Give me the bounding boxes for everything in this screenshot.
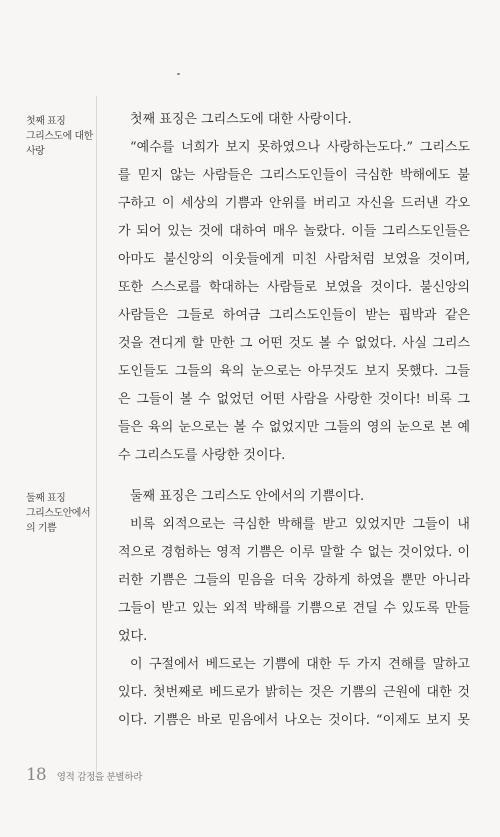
body-line: 이다. 기쁨은 바로 믿음에서 나오는 것이다. “이제도 보지 못 xyxy=(118,713,470,728)
body-line: 둘째 표징은 그리스도 안에서의 기쁨이다. xyxy=(130,489,365,504)
margin-rule xyxy=(96,96,97,776)
body-line: 러한 기쁨은 그들의 믿음을 더욱 강하게 하였을 뿐만 아니라 xyxy=(118,573,470,588)
page-footer xyxy=(26,765,142,785)
body-line: 아마도 불신앙의 이웃들에게 미친 사람처럼 보였을 것이며, xyxy=(118,252,470,267)
side-label-line: 사랑 xyxy=(26,146,45,157)
running-book-title: 영적 감정을 분별하라 xyxy=(56,772,143,783)
side-label-first-sign xyxy=(26,114,106,159)
section-second-sign-body xyxy=(118,483,470,735)
side-label-line: 그리스도안에서 xyxy=(26,508,91,519)
body-line: 를 믿지 않는 사람들은 그리스도인들이 극심한 박해에도 불 xyxy=(118,168,470,183)
body-line: 비록 외적으로는 극심한 박해를 받고 있었지만 그들이 내 xyxy=(130,517,470,532)
body-line: 은 그들이 볼 수 없었던 어떤 사람을 사랑한 것이다! 비록 그 xyxy=(118,392,470,407)
body-line: 것을 견디게 할 만한 그 어떤 것도 볼 수 없었다. 사실 그리스 xyxy=(118,336,470,351)
body-line: 수 그리스도를 사랑한 것이다. xyxy=(118,448,286,463)
body-line: 가 되어 있는 것에 대하여 매우 놀랐다. 이들 그리스도인들은 xyxy=(118,224,470,239)
body-line: 그들이 받고 있는 외적 박해를 기쁨으로 견딜 수 있도록 만들 xyxy=(118,601,470,616)
body-line: 이 구절에서 베드로는 기쁨에 대한 두 가지 견해를 말하고 xyxy=(130,657,470,672)
side-label-line: 그리스도에 대한 xyxy=(26,131,93,142)
side-label-line: 둘째 표징 xyxy=(26,493,66,504)
body-line: 사람들은 그들로 하여금 그리스도인들이 받는 핍박과 같은 xyxy=(118,308,470,323)
body-line: 적으로 경험하는 영적 기쁨은 이루 말할 수 없는 것이었다. 이 xyxy=(118,545,470,560)
ornament-dot xyxy=(177,73,180,75)
body-line: 었다. xyxy=(118,629,148,644)
side-label-second-sign xyxy=(26,491,106,536)
body-line: 구하고 이 세상의 기쁨과 안위를 버리고 자신을 드러낸 각오 xyxy=(118,196,470,211)
side-label-line: 의 기쁨 xyxy=(26,523,57,534)
body-line: 첫째 표징은 그리스도에 대한 사랑이다. xyxy=(130,112,352,127)
body-line: 도인들도 그들의 육의 눈으로는 아무것도 보지 못했다. 그들 xyxy=(118,364,470,379)
body-line: 또한 스스로를 학대하는 사람들로 보였을 것이다. 불신앙의 xyxy=(118,280,470,295)
side-label-line: 첫째 표징 xyxy=(26,116,66,127)
page-number: 18 xyxy=(26,765,46,785)
body-line: “예수를 너희가 보지 못하였으나 사랑하는도다.” 그리스도 xyxy=(130,140,470,155)
body-line: 있다. 첫번째로 베드로가 밝히는 것은 기쁨의 근원에 대한 것 xyxy=(118,685,470,700)
section-first-sign-body xyxy=(118,106,470,470)
body-line: 들은 육의 눈으로는 볼 수 없었지만 그들의 영의 눈으로 본 예 xyxy=(118,420,470,435)
